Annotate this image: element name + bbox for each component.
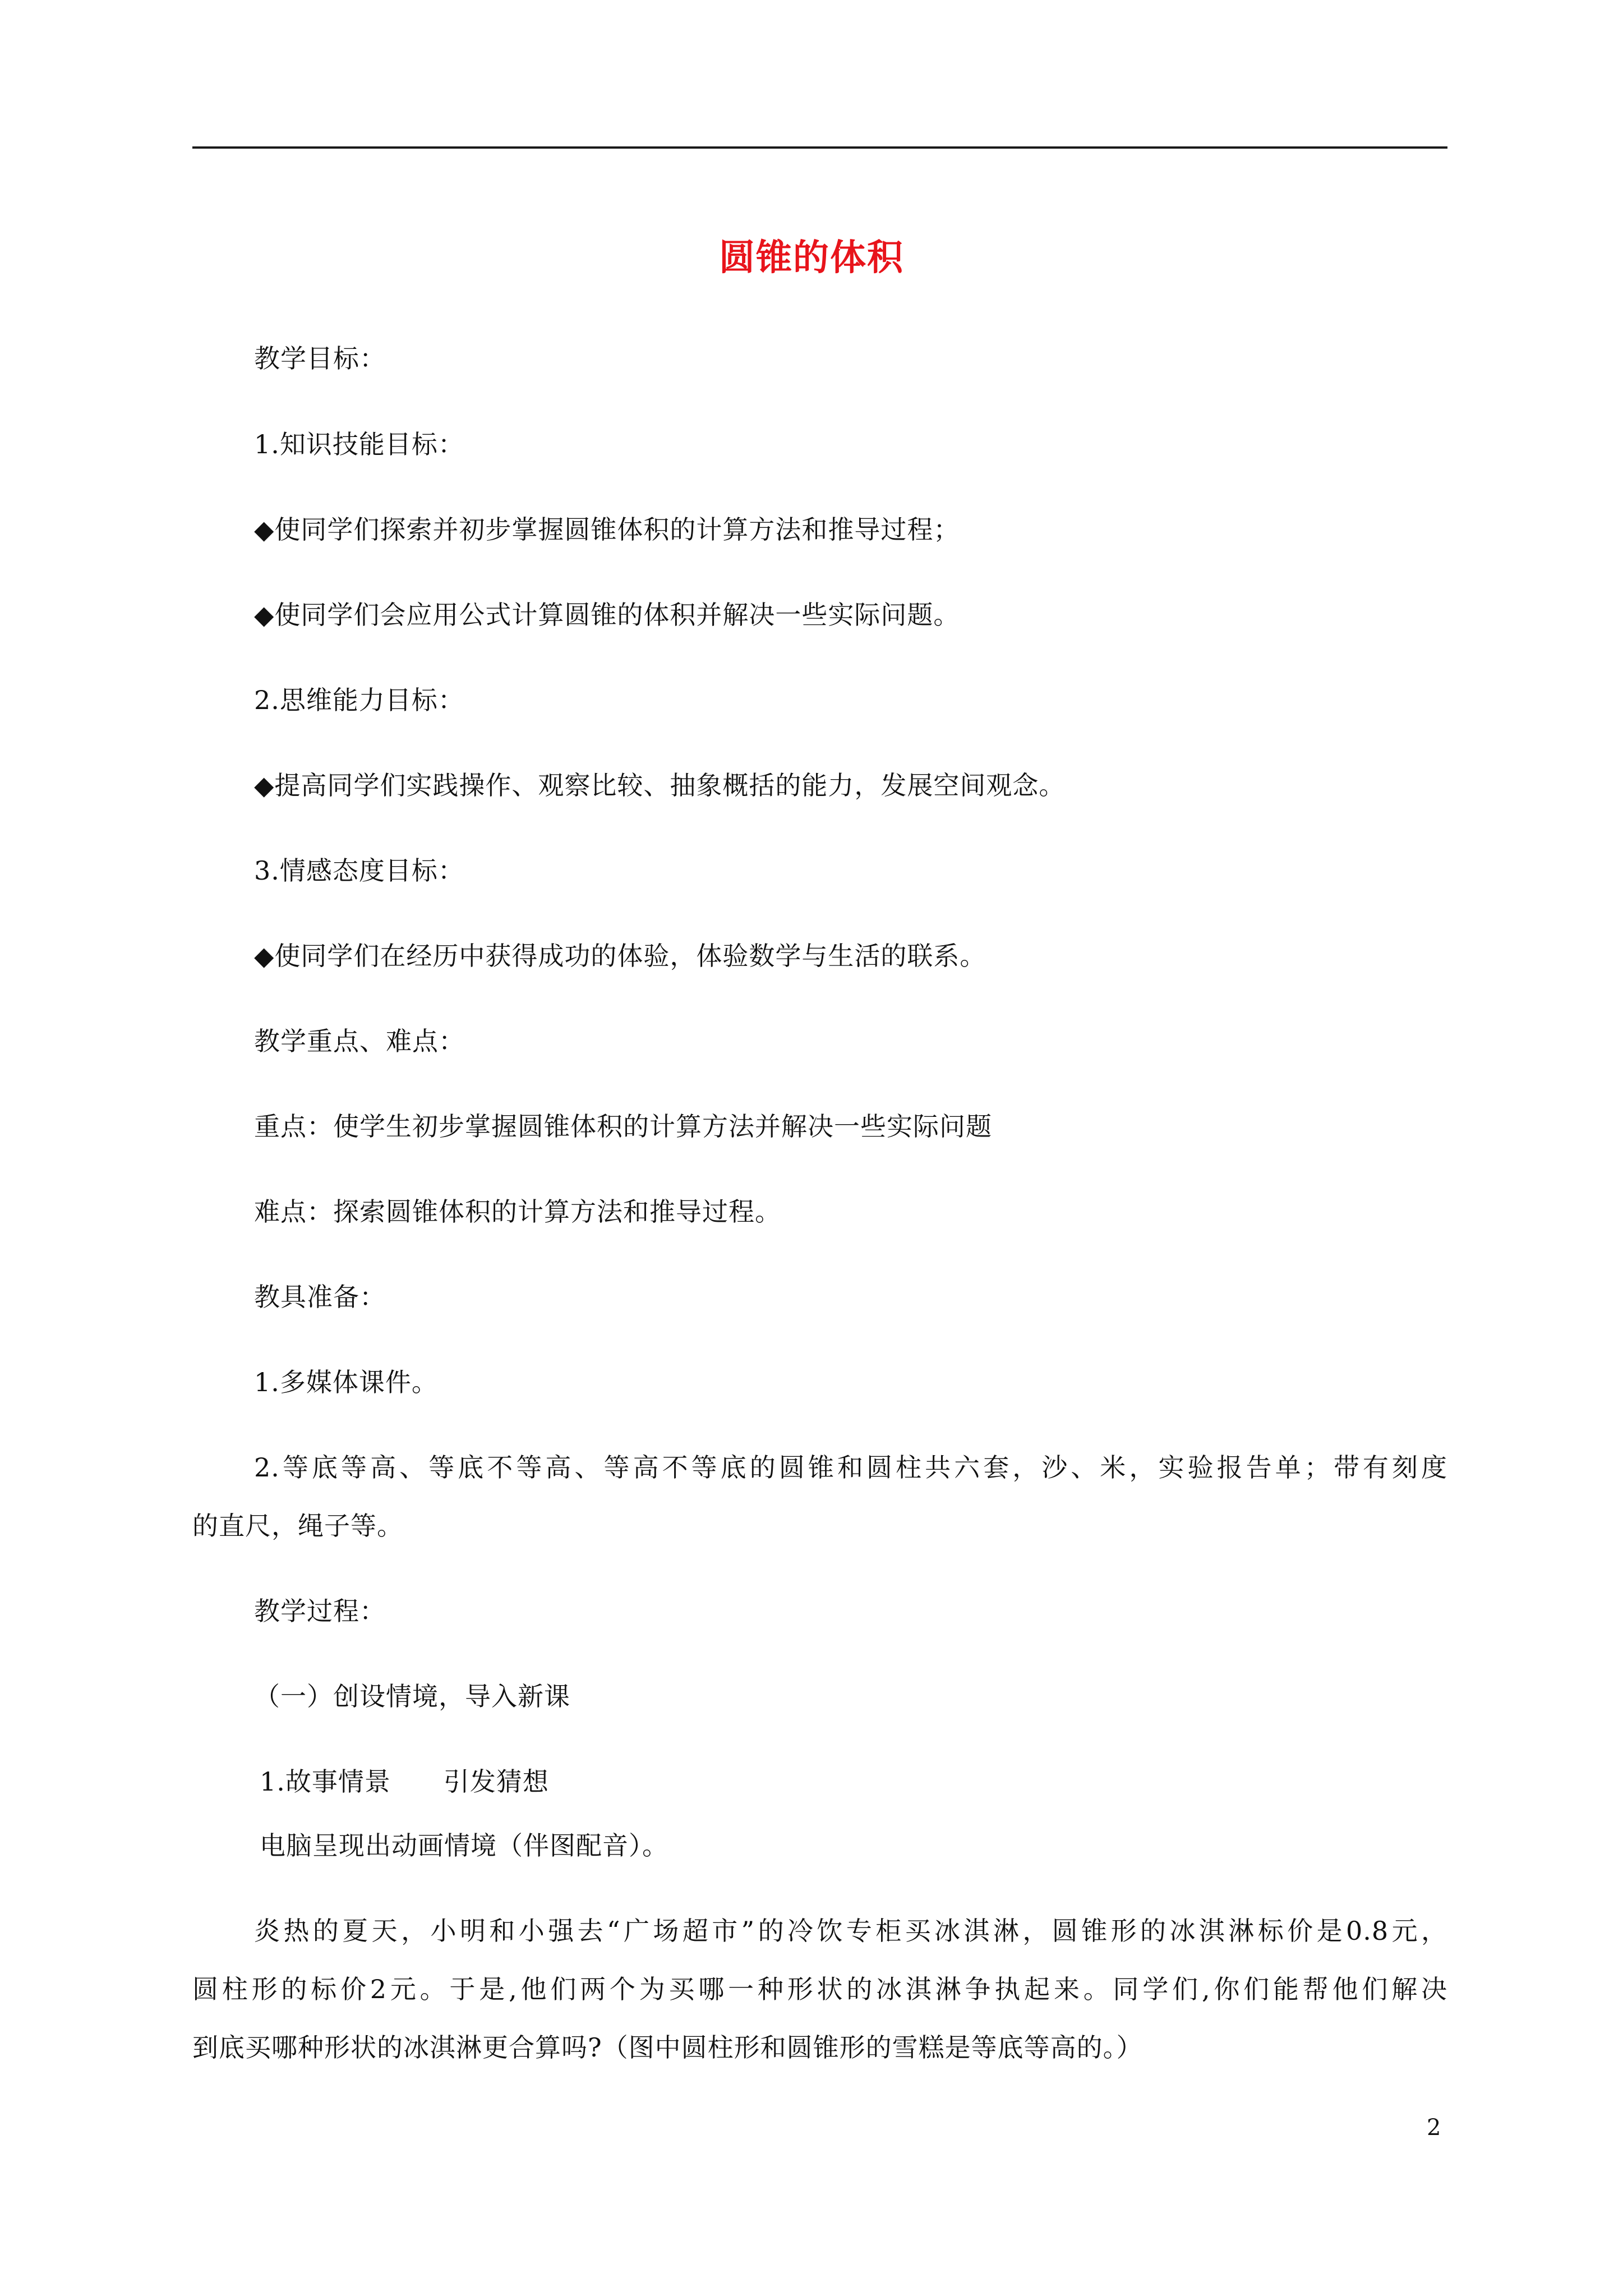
paragraph-emotion-goal: 3.情感态度目标：	[254, 855, 464, 886]
bullet-explore-method: ◆使同学们探索并初步掌握圆锥体积的计算方法和推导过程；	[254, 514, 960, 545]
paragraph-difficult-point: 难点：探索圆锥体积的计算方法和推导过程。	[254, 1197, 781, 1227]
paragraph-key-point: 重点：使学生初步掌握圆锥体积的计算方法并解决一些实际问题	[254, 1111, 992, 1142]
paragraph-teaching-goals: 教学目标：	[254, 343, 386, 374]
section-heading-1: （一）创设情境，导入新课	[254, 1681, 570, 1711]
header-rule	[192, 146, 1447, 149]
paragraph-story-line2: 圆柱形的标价2元。于是,他们两个为买哪一种形状的冰淇淋争执起来。同学们,你们能帮他们解决	[192, 1974, 1447, 2004]
paragraph-knowledge-goal: 1.知识技能目标：	[254, 429, 464, 459]
document-title: 圆锥的体积	[719, 237, 904, 279]
paragraph-aid-multimedia: 1.多媒体课件。	[254, 1367, 438, 1397]
subheading-story-scene: 1.故事情景 引发猜想	[260, 1766, 549, 1797]
paragraph-aid-models-line1: 2.等底等高、等底不等高、等高不等底的圆锥和圆柱共六套，沙、米，实验报告单；带有刻度	[254, 1452, 1447, 1483]
page-number: 2	[1427, 2115, 1441, 2141]
paragraph-teaching-process: 教学过程：	[254, 1596, 386, 1626]
paragraph-aid-models-line2: 的直尺，绳子等。	[192, 1511, 403, 1541]
paragraph-animation: 电脑呈现出动画情境（伴图配音）。	[260, 1830, 668, 1861]
bullet-success-experience: ◆使同学们在经历中获得成功的体验，体验数学与生活的联系。	[254, 941, 986, 971]
paragraph-teaching-aids: 教具准备：	[254, 1282, 386, 1312]
bullet-improve-ability: ◆提高同学们实践操作、观察比较、抽象概括的能力，发展空间观念。	[254, 770, 1066, 800]
paragraph-thinking-goal: 2.思维能力目标：	[254, 685, 464, 715]
paragraph-story-line3: 到底买哪种形状的冰淇淋更合算吗?（图中圆柱形和圆锥形的雪糕是等底等高的。）	[192, 2032, 1143, 2063]
paragraph-story-line1: 炎热的夏天，小明和小强去“广场超市”的冷饮专柜买冰淇淋，圆锥形的冰淇淋标价是0.8元，	[254, 1916, 1447, 1946]
bullet-apply-formula: ◆使同学们会应用公式计算圆锥的体积并解决一些实际问题。	[254, 600, 960, 630]
paragraph-key-points: 教学重点、难点：	[254, 1026, 465, 1056]
